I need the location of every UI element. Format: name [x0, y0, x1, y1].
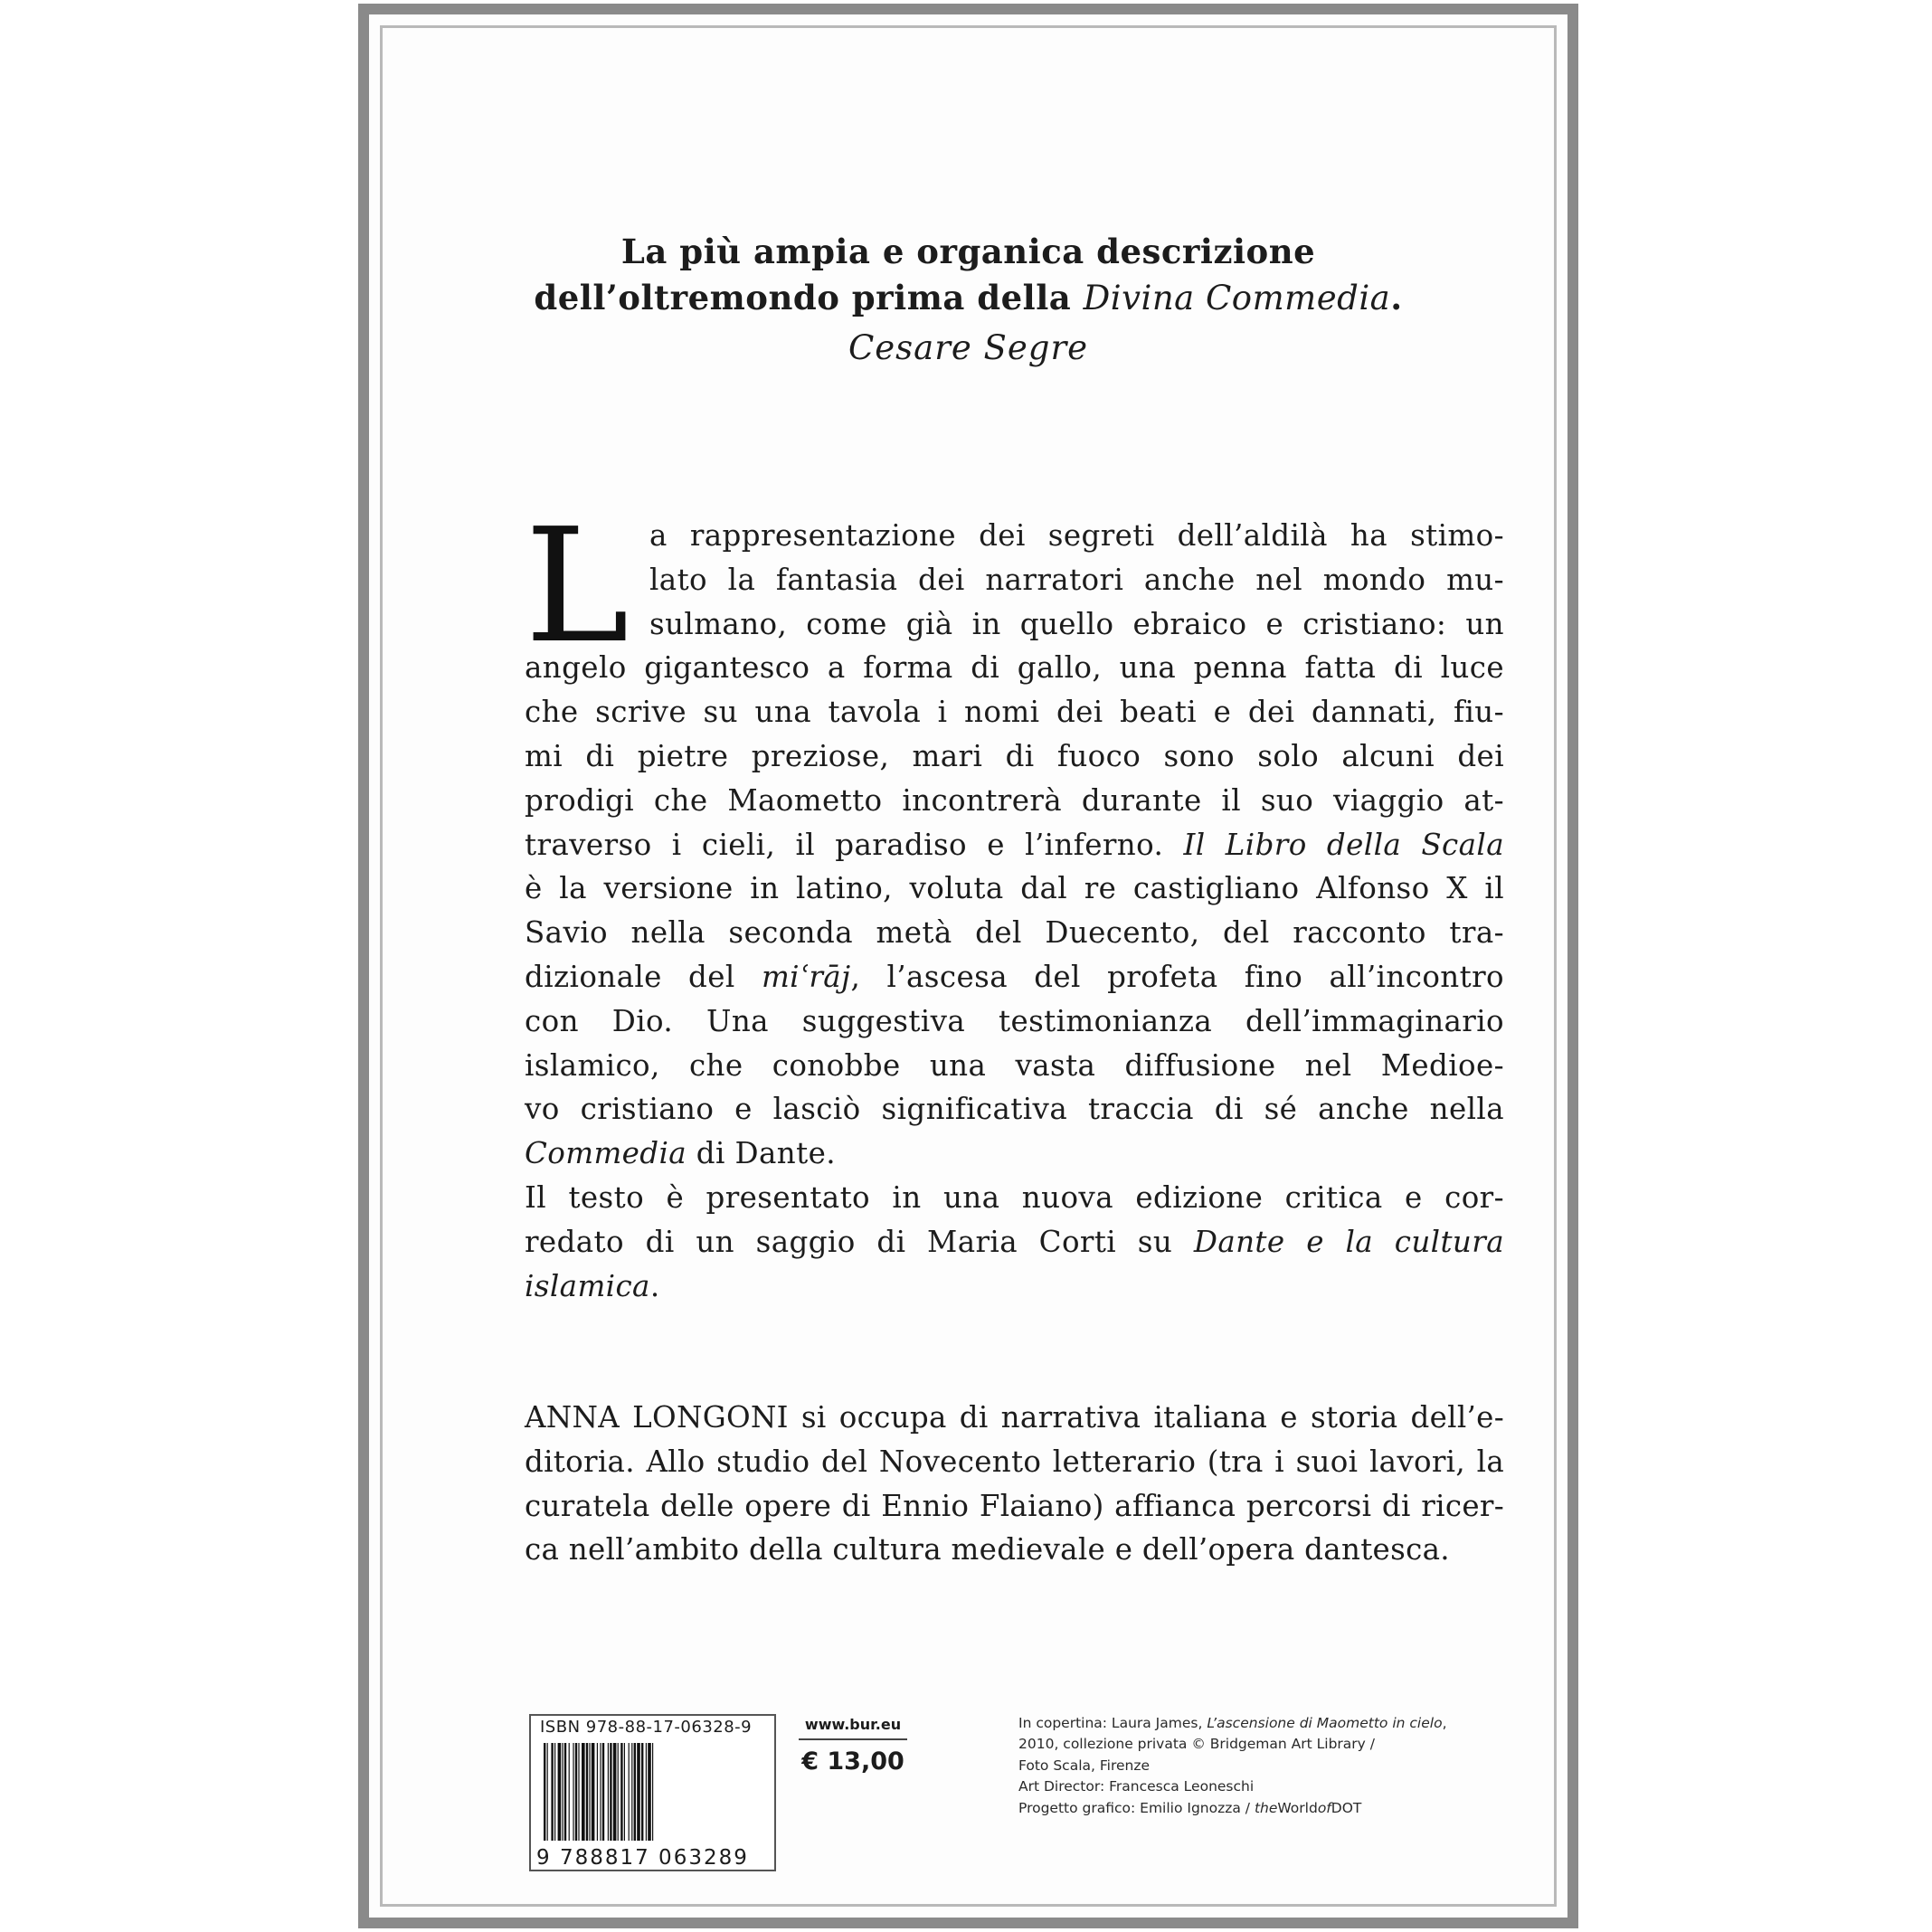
barcode-bar — [602, 1743, 604, 1841]
blurb-line: traverso i cieli, il paradiso e l’inferno. Il Libro della Scala — [525, 827, 1504, 862]
barcode-bar — [586, 1743, 588, 1841]
barcode-bar — [652, 1743, 653, 1841]
barcode-bar — [641, 1743, 643, 1841]
barcode-bar — [608, 1743, 609, 1841]
blurb-line: Savio nella seconda metà del Duecento, del racconto tra- — [525, 915, 1504, 951]
book-back-cover — [358, 4, 1578, 1928]
blurb-line: islamico, che conobbe una vasta diffusione nel Medioe- — [525, 1047, 1504, 1083]
barcode-bar — [578, 1743, 579, 1841]
cover-inner-border — [380, 25, 1557, 1907]
barcode-bar — [648, 1743, 651, 1841]
barcode-bar — [600, 1743, 601, 1841]
blurb-line: dizionale del miʿrāj, l’ascesa del profeta fino all’incontro — [525, 959, 1504, 994]
barcode-bars — [544, 1743, 765, 1841]
blurb-line: redato di un saggio di Maria Corti su Dante e la cultura — [525, 1224, 1504, 1259]
barcode-bar — [564, 1743, 566, 1841]
quote-line-1: La più ampia e organica descrizione — [620, 232, 1316, 271]
barcode-bar — [637, 1743, 640, 1841]
blurb-line: Commedia di Dante. — [525, 1136, 836, 1171]
quote-line-2: dell’oltremondo prima della Divina Commedia. — [534, 278, 1403, 317]
cover-credits — [1018, 1713, 1453, 1819]
blurb-line: mi di pietre preziose, mari di fuoco sono solo alcuni dei — [525, 738, 1504, 773]
barcode-bar — [575, 1743, 577, 1841]
isbn-barcode — [529, 1714, 776, 1871]
bio-line: ca nell’ambito della cultura medievale e dell’opera dantesca. — [525, 1532, 1450, 1567]
blurb-line: con Dio. Una suggestiva testimonianza dell’immaginario — [525, 1003, 1504, 1038]
ean-number: 9 788817 063289 — [536, 1846, 749, 1870]
barcode-bar — [562, 1743, 563, 1841]
drop-cap: L — [525, 495, 630, 678]
barcode-bar — [569, 1743, 570, 1841]
publisher-url: www.bur.eu — [799, 1716, 907, 1740]
barcode-bar — [554, 1743, 555, 1841]
author-bio — [525, 1396, 1504, 1572]
barcode-bar — [558, 1743, 562, 1841]
barcode-bar — [646, 1743, 647, 1841]
barcode-bar — [629, 1743, 630, 1841]
bio-line: ANNA LONGONI si occupa di narrativa italiana e storia dell’e- — [525, 1400, 1504, 1435]
cover-quote — [383, 229, 1554, 371]
quote-author: Cesare Segre — [848, 328, 1089, 367]
blurb-line: che scrive su una tavola i nomi dei beati e dei dannati, fiu- — [525, 695, 1504, 730]
barcode-bar — [613, 1743, 617, 1841]
barcode-bar — [547, 1743, 548, 1841]
blurb-line: lato la fantasia dei narratori anche nel mondo mu- — [649, 562, 1504, 597]
credit-line: 2010, collezione privata © Bridgeman Art Library / — [1018, 1736, 1375, 1753]
credit-line: Art Director: Francesca Leoneschi — [1018, 1778, 1255, 1795]
bio-line: curatela delle opere di Ennio Flaiano) affianca percorsi di ricer- — [525, 1488, 1504, 1523]
blurb-line: prodigi che Maometto incontrerà durante il suo viaggio at- — [525, 782, 1504, 818]
credit-line: Progetto grafico: Emilio Ignozza / theWorldofDOT — [1018, 1799, 1362, 1816]
quote-title-italic: Divina Commedia — [1083, 279, 1391, 317]
blurb-paragraph — [525, 495, 1504, 1308]
bio-line: ditoria. Allo studio del Novecento letterario (tra i suoi lavori, la — [525, 1444, 1504, 1479]
blurb-line: Il testo è presentato in una nuova edizione critica e cor- — [525, 1179, 1504, 1215]
barcode-bar — [631, 1743, 632, 1841]
barcode-bar — [592, 1743, 595, 1841]
barcode-bar — [624, 1743, 625, 1841]
credit-line: In copertina: Laura James, L’ascensione di Maometto in cielo, — [1018, 1715, 1447, 1731]
barcode-bar — [551, 1743, 553, 1841]
isbn-text: ISBN 978-88-17-06328-9 — [540, 1718, 753, 1737]
blurb-line: angelo gigantesco a forma di gallo, una penna fatta di luce — [525, 650, 1504, 686]
price-label: € 13,00 — [801, 1747, 904, 1776]
barcode-bar — [589, 1743, 590, 1841]
blurb-line: a rappresentazione dei segreti dell’aldilà ha stimo- — [649, 518, 1504, 553]
price-block — [799, 1716, 907, 1776]
blurb-line: islamica. — [525, 1268, 660, 1303]
barcode-bar — [544, 1743, 545, 1841]
credit-line: Foto Scala, Firenze — [1018, 1757, 1151, 1774]
barcode-bar — [597, 1743, 598, 1841]
barcode-bar — [610, 1743, 611, 1841]
barcode-bar — [634, 1743, 636, 1841]
barcode-bar — [618, 1743, 619, 1841]
blurb-line: vo cristiano e lasciò significativa traccia di sé anche nella — [525, 1092, 1504, 1127]
barcode-bar — [620, 1743, 622, 1841]
blurb-line: è la versione in latino, voluta dal re castigliano Alfonso X il — [525, 871, 1504, 906]
blurb-line: sulmano, come già in quello ebraico e cristiano: un — [649, 606, 1504, 641]
barcode-bar — [582, 1743, 585, 1841]
